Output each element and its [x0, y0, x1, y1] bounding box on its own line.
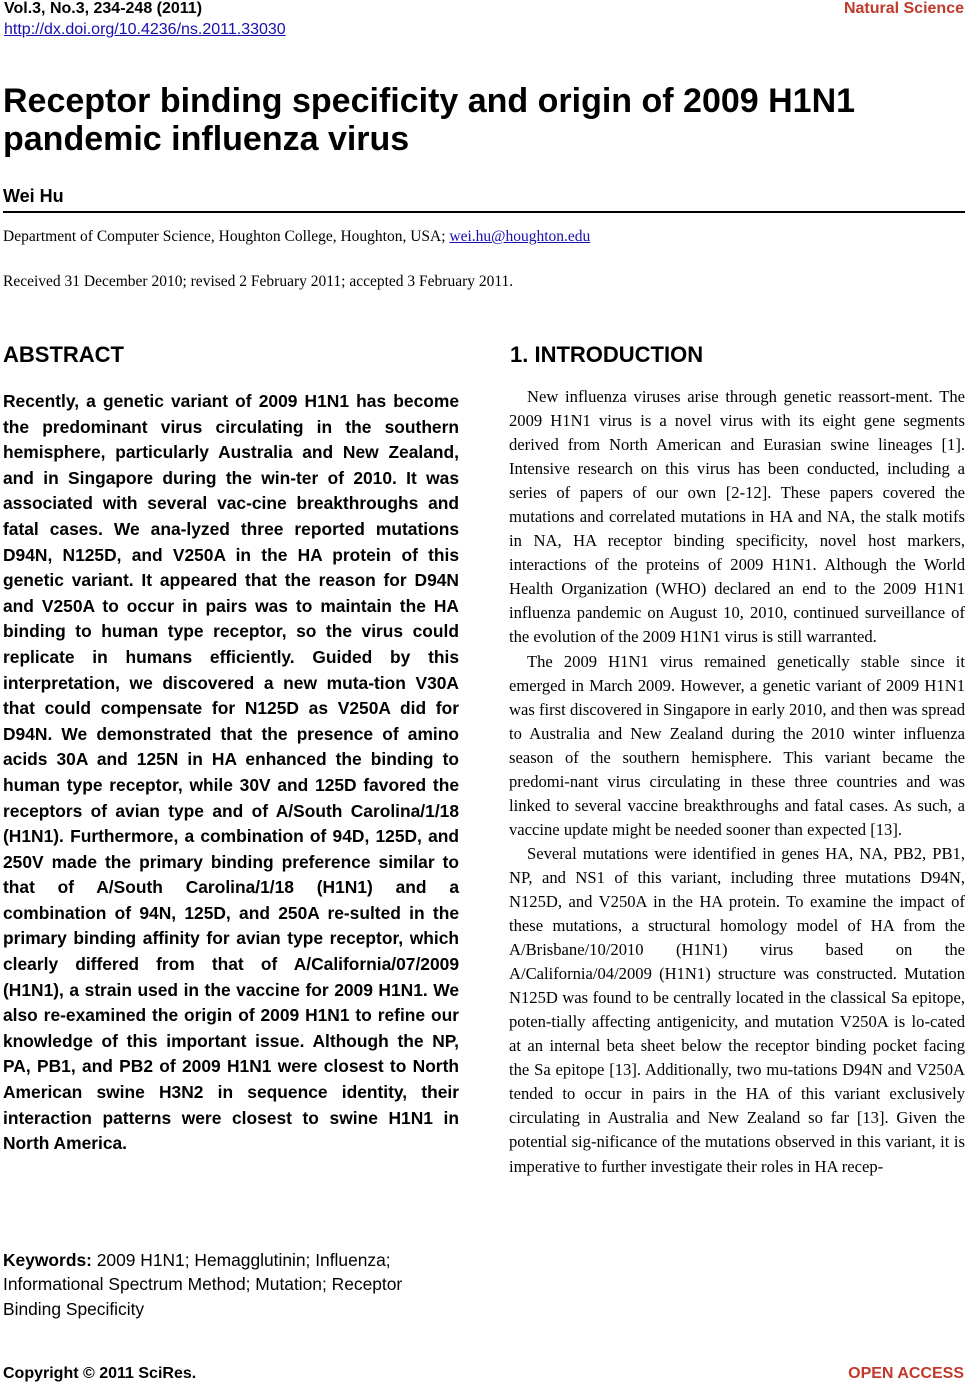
volume-info: Vol.3, No.3, 234-248 (2011): [4, 0, 203, 17]
email-link[interactable]: wei.hu@houghton.edu: [449, 228, 591, 245]
abstract-text: Recently, a genetic variant of 2009 H1N1 has become the predominant virus circulating in the southern hemisphere, particularly Australia and New Zealand, and in Singapore during the win-ter of 2010. It was associated with several vac-cine breakthroughs and fatal cases. We ana-lyzed three reported mutations D94N, N125D, and V250A in the HA protein of this genetic variant. It appeared that the reason for D94N and V250A to occur in pairs was to maintain the HA binding to human type receptor, so the virus could replicate in humans efficiently. Guided by this interpretation, we discovered a new muta-tion V30A that could compensate for N125D as V250A did for D94N. We demonstrated that the presence of amino acids 30A and 125N in HA enhanced the binding to human type receptor, while 30V and 125D favored the receptors of avian type and of A/South Carolina/1/18 (H1N1). Furthermore, a combination of 94D, 125D, and 250V made the primary binding preference similar to that of A/South Carolina/1/18 (H1N1) and a combination of 94N, 125D, and 250A re-sulted in the primary binding affinity for avian type receptor, which clearly differed from that of A/California/07/2009 (H1N1), a strain used in the vaccine for 2009 H1N1. We also re-examined the origin of 2009 H1N1 to refine our knowledge of this important issue. Although the NP, PA, PB1, and PB2 of 2009 H1N1 were closest to North American swine H3N2 in sequence identity, their interaction patterns were closest to swine H1N1 in North America.: [3, 391, 459, 1154]
author-name: Wei Hu: [3, 186, 64, 206]
affiliation-text: Department of Computer Science, Houghton College, Houghton, USA;: [3, 228, 450, 245]
keywords-list: 2009 H1N1; Hemagglutinin; Influenza; Informational Spectrum Method; Mutation; Receptor Binding Specificity: [3, 1250, 403, 1319]
open-access-label: OPEN ACCESS: [848, 1365, 964, 1382]
introduction-body: [509, 385, 965, 1179]
article-title: Receptor binding specificity and origin of 2009 H1N1 pandemic influenza virus: [3, 82, 856, 158]
intro-paragraph: Several mutations were identified in genes HA, NA, PB2, PB1, NP, and NS1 of this variant, including three mutations D94N, N125D, and V250A in the HA protein. To examine the impact of these mutations, a structural homology model of HA from the A/Brisbane/10/2010 (H1N1) virus based on the A/California/04/2009 (H1N1) structure was constructed. Mutation N125D was found to be centrally located in the classical Sa epitope, poten-tially affecting antigenicity, and mutation V250A is lo-cated at an internal beta sheet below the receptor binding pocket facing the Sa epitope [13]. Additionally, two mu-tations D94N and V250A tended to occur in pairs in the HA of this variant exclusively circulating in Australia and New Zealand so far [13]. Given the potential sig-nificance of the mutations observed in this variant, it is imperative to further investigate their roles in HA recep-: [509, 843, 965, 1176]
received-dates: Received 31 December 2010; revised 2 February 2011; accepted 3 February 2011.: [3, 273, 514, 290]
doi-link[interactable]: http://dx.doi.org/10.4236/ns.2011.33030: [4, 21, 286, 38]
journal-name: Natural Science: [843, 0, 964, 17]
intro-paragraph: New influenza viruses arise through genetic reassort-ment. The 2009 H1N1 virus is a novel virus with its eight gene segments derived from North American and Eurasian swine lineages [1]. Intensive research on this virus has been conducted, including a series of papers of our own [2-12]. These papers covered the mutations and correlated mutations in HA and NA, the stalk motifs in NA, HA receptor binding specificity, novel host markers, interactions of the proteins of 2009 H1N1. Although the World Health Organization (WHO) declared an end to the 2009 H1N1 influenza pandemic on August 10, 2010, continued surveillance of the evolution of the 2009 H1N1 virus is still warranted.: [509, 387, 965, 647]
keywords-label: Keywords:: [3, 1250, 92, 1270]
title-divider: [3, 211, 965, 213]
intro-paragraph: The 2009 H1N1 virus remained genetically stable since it emerged in March 2009. However, a genetic variant of 2009 H1N1 was first discovered in Singapore in early 2010, and then was spread to Australia and New Zealand during the 2010 winter influenza season of the southern hemisphere. This variant became the predomi-nant virus circulating in these three countries and was linked to several vaccine breakthroughs and fatal cases. As such, a vaccine update might be needed sooner than expected [13].: [509, 651, 965, 839]
abstract-heading: ABSTRACT: [3, 342, 124, 367]
keywords: [3, 1248, 463, 1321]
copyright-notice: Copyright © 2011 SciRes.: [3, 1365, 197, 1382]
affiliation: [3, 228, 590, 246]
introduction-heading: 1. INTRODUCTION: [510, 342, 704, 367]
